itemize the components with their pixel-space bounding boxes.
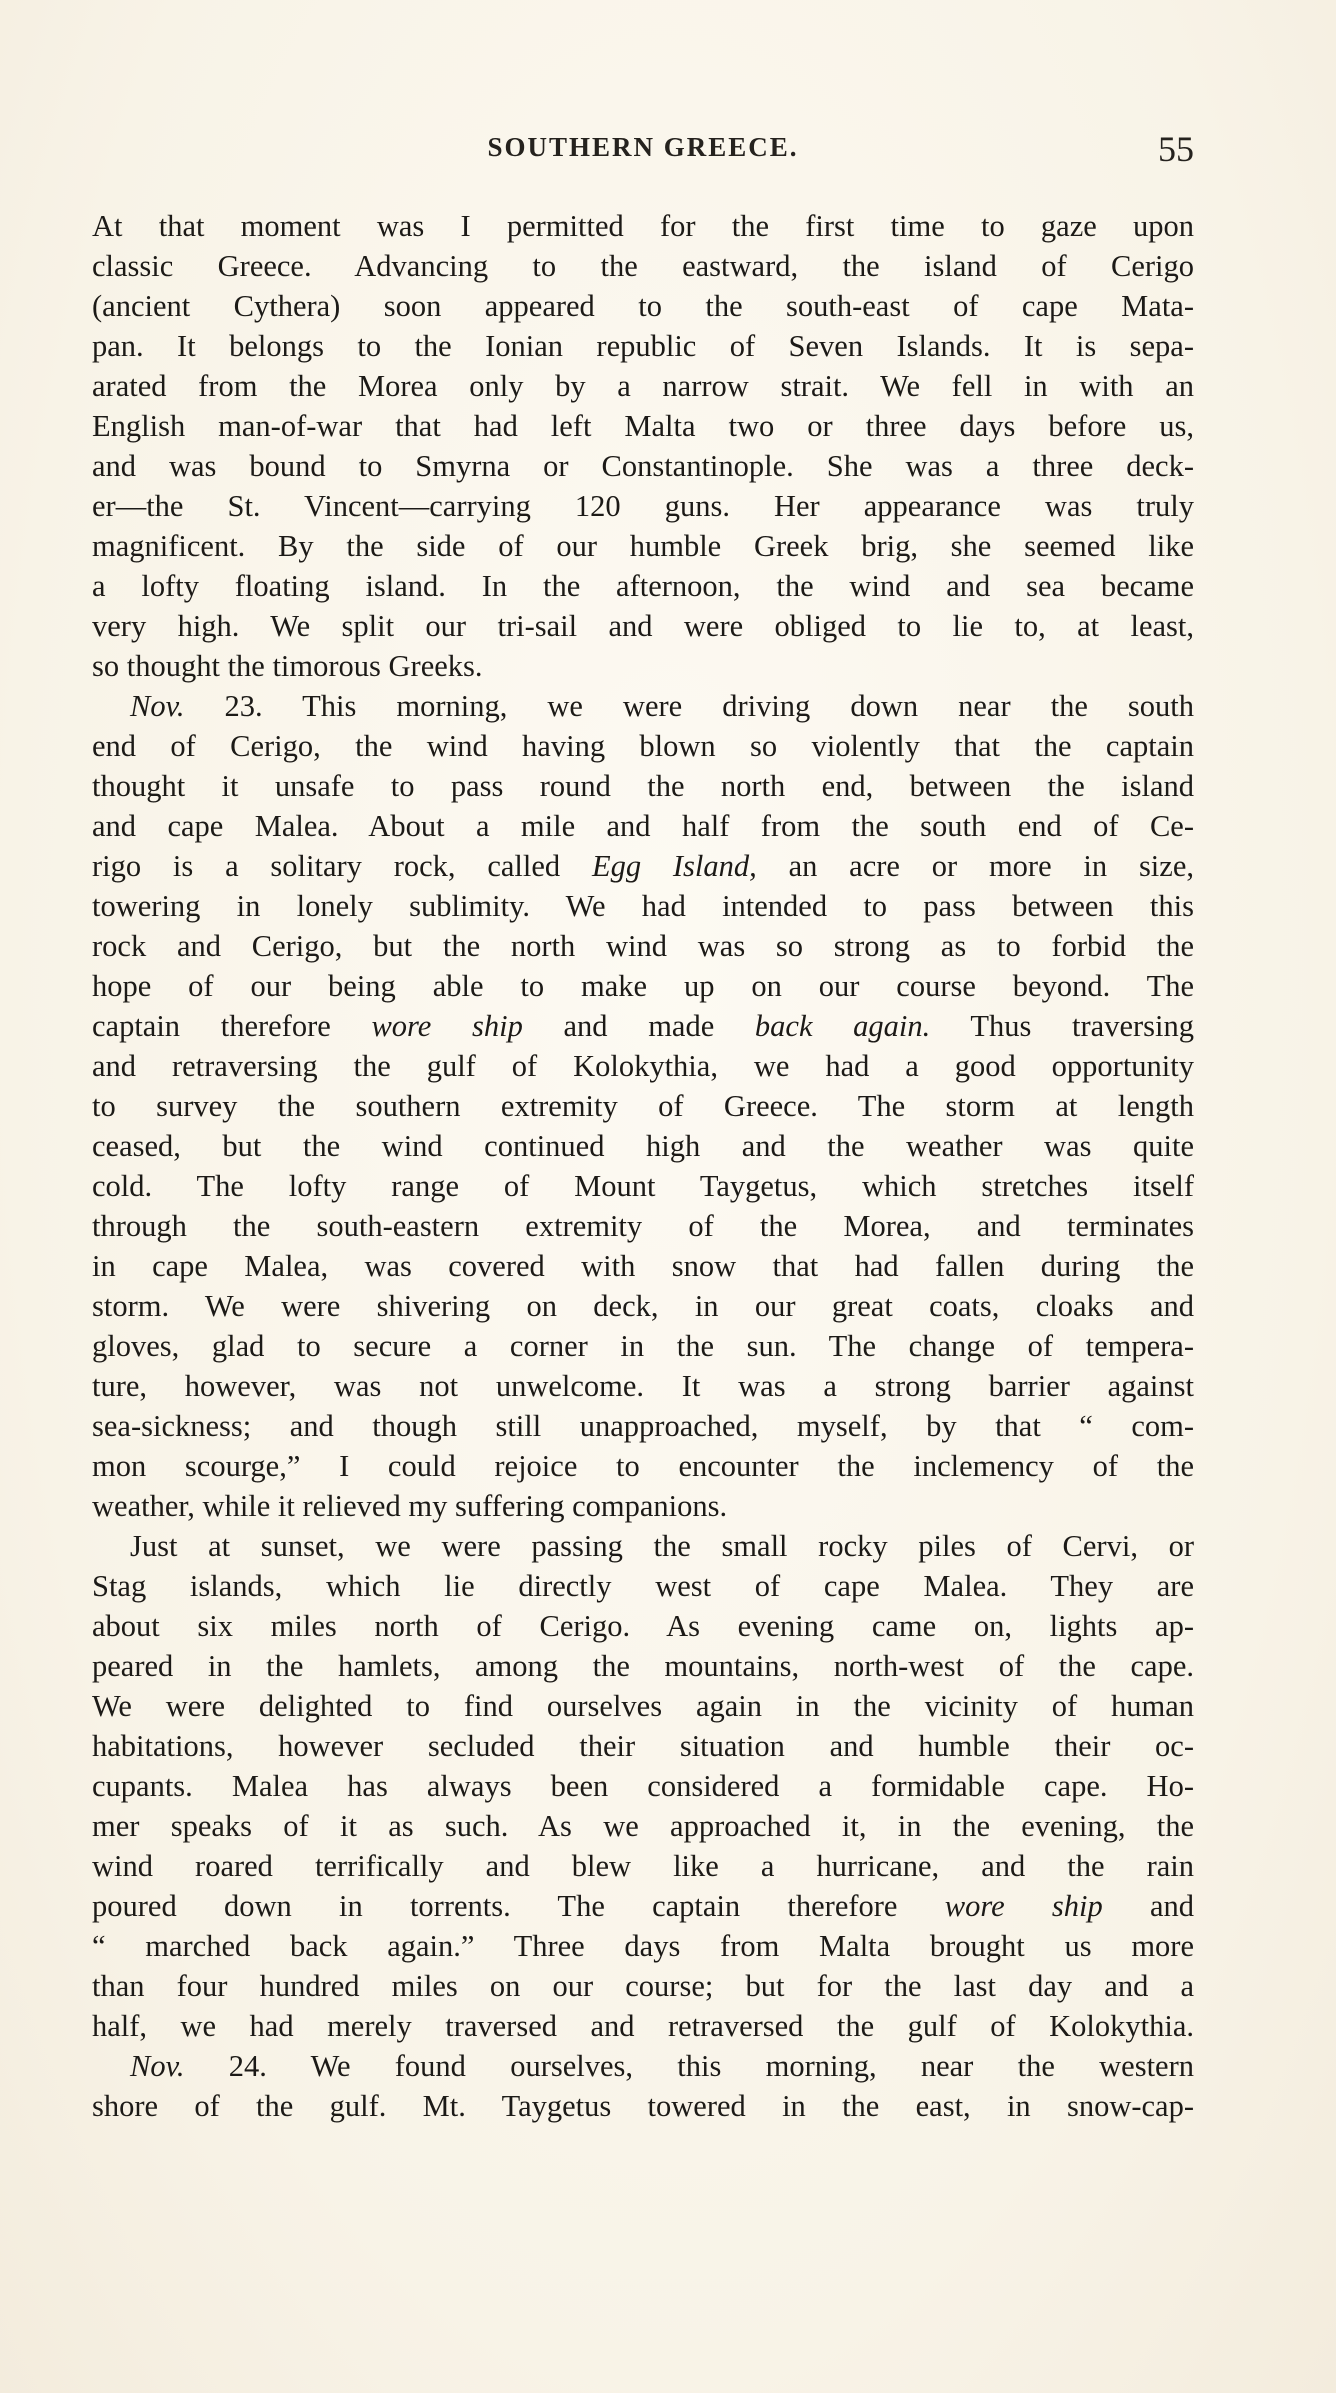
text-run: so thought the timorous Greeks. (92, 649, 483, 683)
text-line (92, 326, 1194, 366)
text-line (92, 286, 1194, 326)
text-line (92, 1206, 1194, 1246)
text-line (92, 726, 1194, 766)
italic-term: Egg Island, (591, 849, 757, 883)
text-run: than four hundred miles on our course; but for the last day and a (92, 1969, 1194, 2003)
text-run: gloves, glad to secure a corner in the sun. The change of tempera- (92, 1329, 1194, 1363)
text-run: Thus traversing (930, 1009, 1194, 1043)
text-run: through the south-eastern extremity of the Morea, and terminates (92, 1209, 1194, 1243)
italic-term: back again. (754, 1009, 931, 1043)
text-line (92, 1326, 1194, 1366)
text-run: 24. We found ourselves, this morning, near the western (184, 2049, 1194, 2083)
text-line (92, 486, 1194, 526)
text-run: and made (522, 1009, 755, 1043)
text-run: half, we had merely traversed and retraversed the gulf of Kolokythia. (92, 2009, 1194, 2043)
text-run: English man-of-war that had left Malta two or three days before us, (92, 409, 1194, 443)
text-run: rock and Cerigo, but the north wind was so strong as to forbid the (92, 929, 1194, 963)
text-line (92, 1086, 1194, 1126)
text-run: 23. This morning, we were driving down near the south (184, 689, 1194, 723)
italic-term: wore ship (944, 1889, 1103, 1923)
text-line (92, 206, 1194, 246)
text-line (92, 526, 1194, 566)
text-line (92, 1966, 1194, 2006)
text-line (92, 1286, 1194, 1326)
text-run: to survey the southern extremity of Greece. The storm at length (92, 1089, 1194, 1123)
text-line (92, 246, 1194, 286)
text-run: peared in the hamlets, among the mountains, north-west of the cape. (92, 1649, 1194, 1683)
text-line (92, 1766, 1194, 1806)
text-run: shore of the gulf. Mt. Taygetus towered in the east, in snow-cap- (92, 2089, 1194, 2123)
text-line (92, 1806, 1194, 1846)
text-run: thought it unsafe to pass round the north end, between the island (92, 769, 1194, 803)
text-run: storm. We were shivering on deck, in our great coats, cloaks and (92, 1289, 1194, 1323)
text-line (92, 966, 1194, 1006)
text-run: pan. It belongs to the Ionian republic of Seven Islands. It is sepa- (92, 329, 1194, 363)
text-line (92, 606, 1194, 646)
text-run: “ marched back again.” Three days from Malta brought us more (92, 1929, 1194, 1963)
text-line (92, 646, 1194, 686)
text-run: and was bound to Smyrna or Constantinople. She was a three deck- (92, 449, 1194, 483)
text-line (92, 1566, 1194, 1606)
text-run: (ancient Cythera) soon appeared to the south-east of cape Mata- (92, 289, 1194, 323)
text-run: in cape Malea, was covered with snow that had fallen during the (92, 1249, 1194, 1283)
text-line (92, 886, 1194, 926)
text-line (92, 1846, 1194, 1886)
text-run: a lofty floating island. In the afternoon, the wind and sea became (92, 569, 1194, 603)
text-run: Just at sunset, we were passing the small rocky piles of Cervi, or (130, 1529, 1194, 1563)
body-text (92, 206, 1194, 2126)
text-line (92, 1006, 1194, 1046)
text-line (92, 566, 1194, 606)
text-run: cupants. Malea has always been considered a formidable cape. Ho- (92, 1769, 1194, 1803)
text-line (92, 366, 1194, 406)
text-line (92, 2086, 1194, 2126)
text-run: captain therefore (92, 1009, 372, 1043)
text-run: er—the St. Vincent—carrying 120 guns. Her appearance was truly (92, 489, 1194, 523)
text-run: magnificent. By the side of our humble Greek brig, she seemed like (92, 529, 1194, 563)
text-line (92, 406, 1194, 446)
text-run: rigo is a solitary rock, called (92, 849, 592, 883)
text-line (92, 1486, 1194, 1526)
date-label: Nov. (130, 689, 185, 723)
text-line (92, 446, 1194, 486)
text-line (92, 1446, 1194, 1486)
text-line (92, 2046, 1194, 2086)
text-run: an acre or more in size, (756, 849, 1194, 883)
text-run: mon scourge,” I could rejoice to encounter the inclemency of the (92, 1449, 1194, 1483)
text-line (92, 1526, 1194, 1566)
text-run: ture, however, was not unwelcome. It was a strong barrier against (92, 1369, 1194, 1403)
text-line (92, 1646, 1194, 1686)
text-run: and cape Malea. About a mile and half from the south end of Ce- (92, 809, 1194, 843)
text-line (92, 806, 1194, 846)
text-run: wind roared terrifically and blew like a hurricane, and the rain (92, 1849, 1194, 1883)
text-run: and (1102, 1889, 1194, 1923)
text-run: arated from the Morea only by a narrow strait. We fell in with an (92, 369, 1194, 403)
text-line (92, 1886, 1194, 1926)
text-run: about six miles north of Cerigo. As evening came on, lights ap- (92, 1609, 1194, 1643)
text-line (92, 686, 1194, 726)
text-line (92, 1726, 1194, 1766)
text-line (92, 1406, 1194, 1446)
text-run: We were delighted to find ourselves again in the vicinity of human (92, 1689, 1194, 1723)
text-run: poured down in torrents. The captain therefore (92, 1889, 945, 1923)
running-head (92, 128, 1194, 172)
text-run: and retraversing the gulf of Kolokythia, we had a good opportunity (92, 1049, 1194, 1083)
text-run: end of Cerigo, the wind having blown so violently that the captain (92, 729, 1194, 763)
text-run: habitations, however secluded their situation and humble their oc- (92, 1729, 1194, 1763)
text-run: At that moment was I permitted for the first time to gaze upon (92, 209, 1194, 243)
text-run: very high. We split our tri-sail and were obliged to lie to, at least, (92, 609, 1194, 643)
text-line (92, 766, 1194, 806)
text-line (92, 1606, 1194, 1646)
text-run: weather, while it relieved my suffering companions. (92, 1489, 728, 1523)
date-label: Nov. (130, 2049, 185, 2083)
text-run: cold. The lofty range of Mount Taygetus, which stretches itself (92, 1169, 1194, 1203)
running-head-title: SOUTHERN GREECE. (487, 132, 799, 162)
text-line (92, 1246, 1194, 1286)
text-run: hope of our being able to make up on our course beyond. The (92, 969, 1194, 1003)
text-line (92, 926, 1194, 966)
italic-term: wore ship (371, 1009, 523, 1043)
text-run: ceased, but the wind continued high and the weather was quite (92, 1129, 1194, 1163)
page-number: 55 (1158, 129, 1194, 169)
text-line (92, 1046, 1194, 1086)
text-run: Stag islands, which lie directly west of cape Malea. They are (92, 1569, 1194, 1603)
text-run: mer speaks of it as such. As we approached it, in the evening, the (92, 1809, 1194, 1843)
text-run: towering in lonely sublimity. We had intended to pass between this (92, 889, 1194, 923)
text-line (92, 1926, 1194, 1966)
text-line (92, 1686, 1194, 1726)
text-line (92, 1126, 1194, 1166)
text-run: sea-sickness; and though still unapproached, myself, by that “ com- (92, 1409, 1194, 1443)
text-run: classic Greece. Advancing to the eastward, the island of Cerigo (92, 249, 1194, 283)
text-line (92, 846, 1194, 886)
text-line (92, 1166, 1194, 1206)
text-line (92, 1366, 1194, 1406)
text-line (92, 2006, 1194, 2046)
